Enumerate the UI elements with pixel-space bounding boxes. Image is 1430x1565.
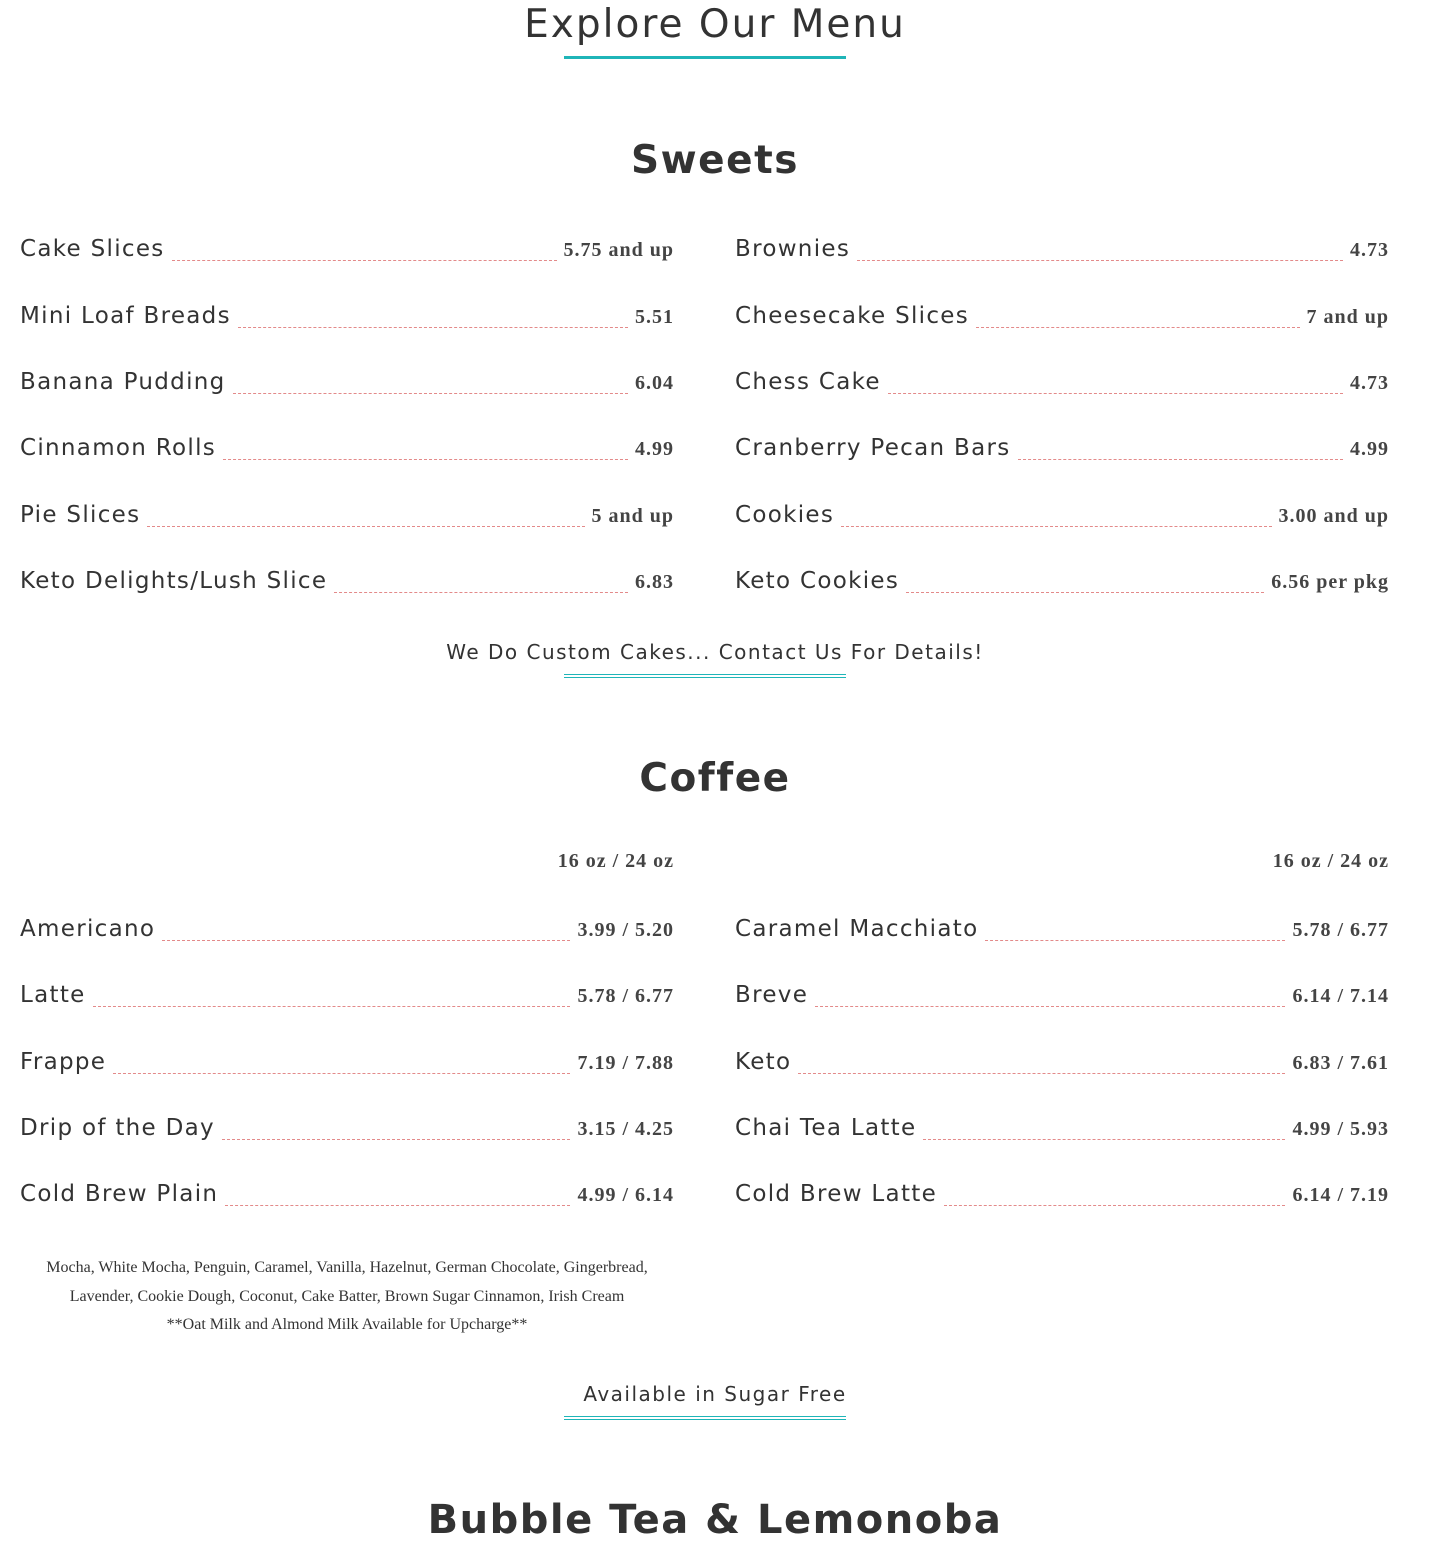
menu-item [735,976,1389,1010]
menu-item [735,1043,1389,1077]
size-header-right: 16 oz / 24 oz [1272,850,1389,872]
leader-dots [798,1073,1285,1074]
menu-item [735,910,1389,944]
sugar-free-underline [564,1416,846,1420]
leader-dots [841,526,1271,527]
item-price: 5.78 / 6.77 [577,985,674,1007]
item-name: Keto Cookies [735,568,900,594]
menu-item [20,363,674,397]
item-price: 4.73 [1350,372,1389,394]
menu-item [20,910,674,944]
menu-item [20,976,674,1010]
item-price: 6.14 / 7.14 [1292,985,1389,1007]
menu-item [20,496,674,530]
item-price: 5.75 and up [563,239,674,261]
item-name: Caramel Macchiato [735,916,979,942]
menu-item [20,230,674,264]
menu-item [20,1043,674,1077]
menu-item [735,496,1389,530]
menu-item [20,1175,674,1209]
menu-item [735,297,1389,331]
menu-item [735,363,1389,397]
item-name: Breve [735,982,809,1008]
leader-dots [888,393,1343,394]
item-name: Cookies [735,502,835,528]
item-price: 6.04 [635,372,674,394]
item-price: 5.78 / 6.77 [1292,919,1389,941]
leader-dots [906,592,1264,593]
leader-dots [944,1205,1285,1206]
sugar-free-note: Available in Sugar Free [583,1382,847,1406]
leader-dots [172,260,557,261]
leader-dots [93,1006,571,1007]
item-name: Keto [735,1049,792,1075]
item-price: 5 and up [591,505,674,527]
item-price: 4.99 [635,438,674,460]
item-name: Cake Slices [20,236,165,262]
item-price: 4.99 [1350,438,1389,460]
item-price: 4.73 [1350,239,1389,261]
item-name: Pie Slices [20,502,141,528]
title-underline [564,56,846,59]
item-name: Americano [20,916,156,942]
menu-item [20,429,674,463]
leader-dots [222,1139,571,1140]
item-price: 5.51 [635,306,674,328]
item-price: 4.99 / 5.93 [1292,1118,1389,1140]
item-name: Chai Tea Latte [735,1115,917,1141]
leader-dots [985,940,1285,941]
leader-dots [815,1006,1285,1007]
leader-dots [238,327,628,328]
leader-dots [162,940,570,941]
item-name: Banana Pudding [20,369,226,395]
leader-dots [857,260,1343,261]
menu-item [20,1109,674,1143]
leader-dots [976,327,1299,328]
bubble-tea-heading: Bubble Tea & Lemonoba [427,1497,1003,1543]
item-name: Mini Loaf Breads [20,303,231,329]
custom-cakes-note: We Do Custom Cakes... Contact Us For Details! [446,640,984,664]
item-name: Frappe [20,1049,107,1075]
item-price: 6.83 [635,571,674,593]
item-price: 3.15 / 4.25 [577,1118,674,1140]
page-title: Explore Our Menu [524,2,906,47]
size-header-left: 16 oz / 24 oz [557,850,674,872]
item-name: Brownies [735,236,851,262]
flavors-line-2: Lavender, Cookie Dough, Coconut, Cake Batter, Brown Sugar Cinnamon, Irish Cream [69,1287,625,1305]
menu-item [20,562,674,596]
item-name: Keto Delights/Lush Slice [20,568,328,594]
flavors-line-1: Mocha, White Mocha, Penguin, Caramel, Vanilla, Hazelnut, German Chocolate, Gingerbread, [46,1259,648,1276]
leader-dots [1018,459,1343,460]
milk-note: **Oat Milk and Almond Milk Available for Upcharge** [166,1316,528,1333]
item-price: 3.00 and up [1278,505,1389,527]
menu-item [735,1109,1389,1143]
item-price: 4.99 / 6.14 [577,1184,674,1206]
item-name: Cheesecake Slices [735,303,970,329]
item-name: Cold Brew Latte [735,1181,938,1207]
item-name: Cold Brew Plain [20,1181,219,1207]
leader-dots [113,1073,570,1074]
item-price: 7.19 / 7.88 [577,1052,674,1074]
sweets-heading: Sweets [631,138,799,183]
menu-item [735,562,1389,596]
leader-dots [225,1205,570,1206]
menu-item [735,230,1389,264]
item-price: 6.83 / 7.61 [1292,1052,1389,1074]
leader-dots [334,592,628,593]
item-name: Cranberry Pecan Bars [735,435,1011,461]
item-price: 6.56 per pkg [1271,571,1389,593]
coffee-heading: Coffee [639,756,791,801]
custom-cakes-underline [564,674,846,678]
item-price: 3.99 / 5.20 [577,919,674,941]
leader-dots [233,393,628,394]
leader-dots [147,526,584,527]
menu-item [20,297,674,331]
item-name: Chess Cake [735,369,881,395]
item-name: Cinnamon Rolls [20,435,217,461]
menu-item [735,1175,1389,1209]
leader-dots [923,1139,1285,1140]
item-name: Latte [20,982,86,1008]
item-name: Drip of the Day [20,1115,215,1141]
item-price: 7 and up [1306,306,1389,328]
leader-dots [223,459,628,460]
flavor-list [20,1254,674,1340]
item-price: 6.14 / 7.19 [1292,1184,1389,1206]
menu-item [735,429,1389,463]
